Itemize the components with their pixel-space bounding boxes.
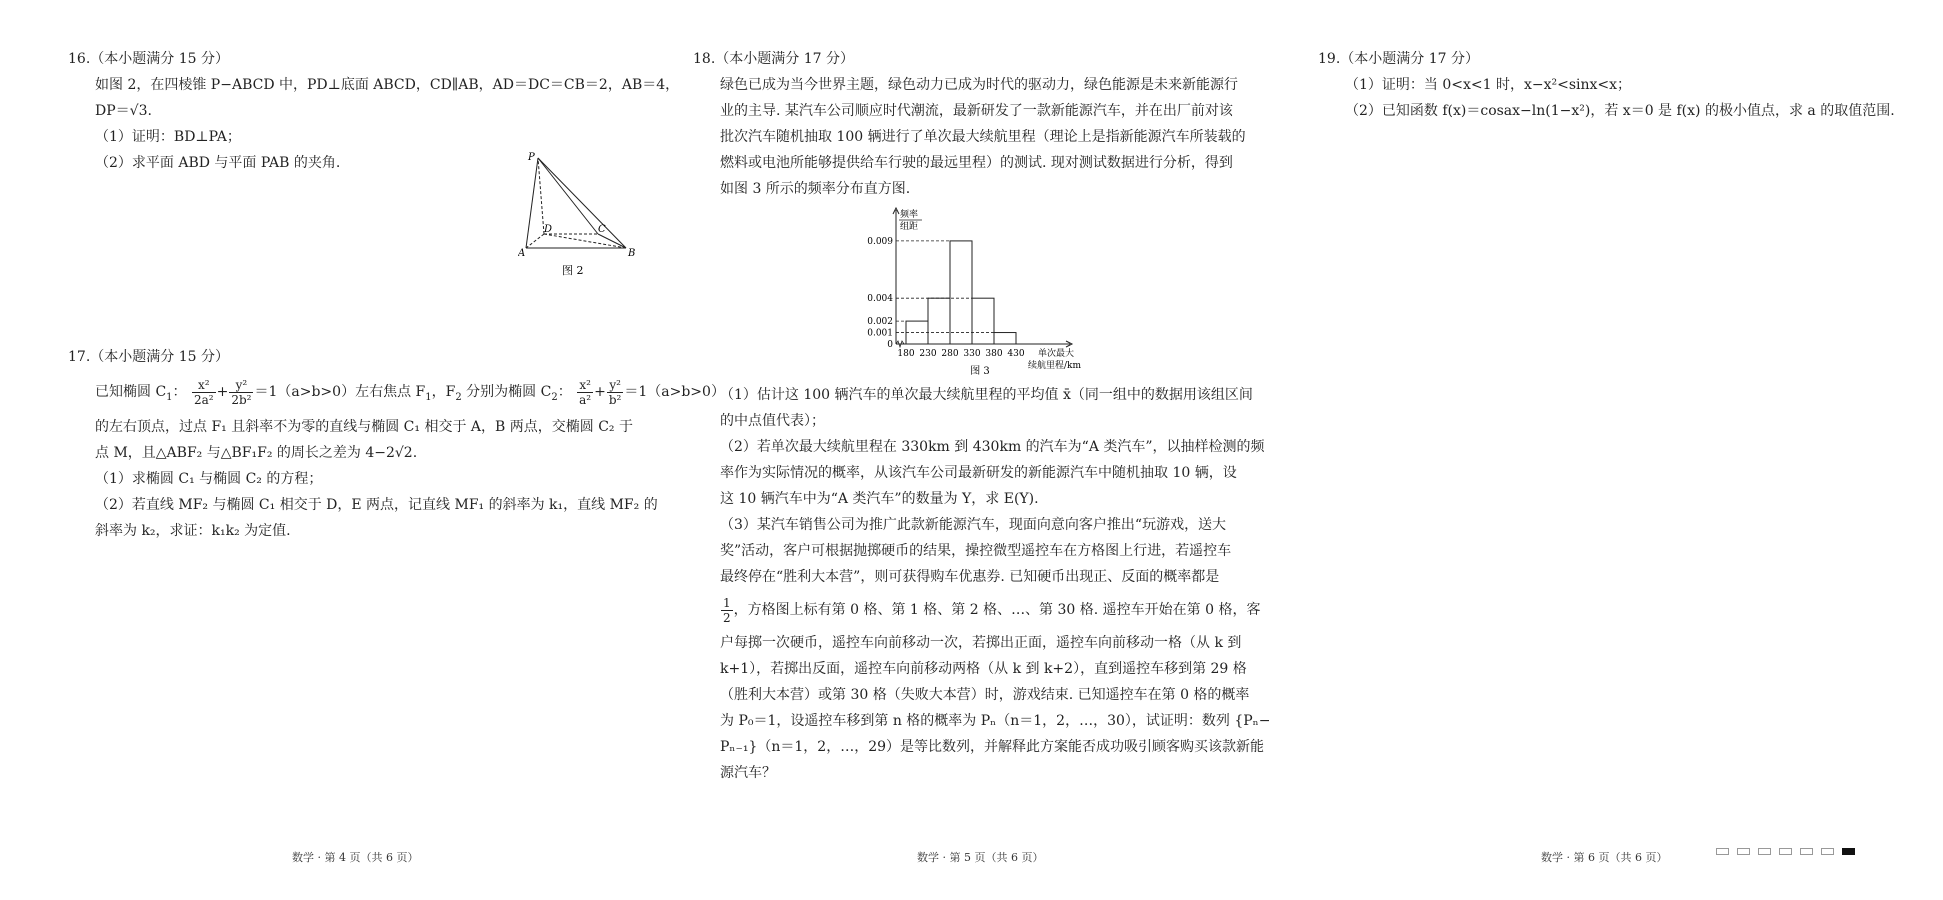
q19-part-2: （2）已知函数 f(x)＝cosax−ln(1−x²)，若 x＝0 是 f(x) 的极小值点，求 a 的取值范围.	[1345, 103, 1895, 119]
q18-part-3j: 源汽车？	[720, 765, 776, 781]
q17-line-6: 斜率为 k₂，求证：k₁k₂ 为定值.	[95, 523, 291, 539]
frac-half: $\frac{1}{2}$	[723, 595, 731, 625]
page-5	[693, 46, 1271, 786]
point-d: D	[544, 224, 553, 235]
question-16	[68, 46, 680, 277]
question-19	[1318, 46, 1895, 124]
frac-y2-b2: $\frac{\text{y²}}{\text{b²}}$	[608, 377, 622, 407]
q18-part-3g: （胜利大本营）或第 30 格（失败大本营）时，游戏结束. 已知遥控车在第 0 格的概率	[720, 687, 1250, 703]
x-label-line-2: 续航里程/km	[1028, 361, 1082, 371]
page-thumb-2[interactable]	[1737, 848, 1750, 855]
q18-part-3i: Pₙ₋₁}（n＝1，2，…，29）是等比数列，并解释此方案能否成功吸引顾客购买该款新能	[720, 739, 1265, 755]
q16-part-1: （1）证明：BD⊥PA；	[95, 129, 241, 145]
q17-line-2: 的左右顶点，过点 F₁ 且斜率不为零的直线与椭圆 C₁ 相交于 A，B 两点，交椭圆 C₂ 于	[95, 419, 633, 435]
point-b: B	[628, 248, 636, 259]
question-17	[68, 344, 725, 544]
q18-part-3d: $\frac{1}{2}$ ，方格图上标有第 0 格、第 1 格、第 2 格、…、第 30 格. 遥控车开始在第 0 格，客	[723, 595, 1261, 625]
page-thumb-4[interactable]	[1779, 848, 1792, 855]
page-4	[68, 46, 725, 539]
x-label-line-1: 单次最大	[1038, 349, 1075, 359]
histogram-bar	[928, 298, 950, 344]
question-18	[693, 46, 1271, 786]
q18-header: 18.（本小题满分 17 分）	[693, 51, 854, 67]
q17-line-1: 已知椭圆 $C_1$： $\frac{\text{x²}}{\text{2a²}}$ + $\frac{\text{y²}}{\text{2b²}}$ ＝1（a>b>0）左右焦点 $F_1$，$F_2$ 分别为椭圆 $C_2$： $\frac{\text{x²}}{\text{a²}}$ + $\frac{\text{y²}}{\text{b²}}$ ＝1（a>b>0）	[95, 377, 725, 407]
frac-x2-a2: $\frac{\text{x²}}{\text{a²}}$	[579, 377, 592, 407]
q18-part-1b: 的中点值代表）；	[720, 413, 825, 429]
y-tick-label: 0.001	[867, 328, 893, 339]
y-tick-label: 0.002	[867, 317, 893, 328]
page-6	[1318, 46, 1895, 124]
page-thumb-5[interactable]	[1800, 848, 1813, 855]
q18-part-3a: （3）某汽车销售公司为推广此款新能源汽车，现面向意向客户推出“玩游戏，送大	[720, 517, 1227, 533]
q18-intro-3: 批次汽车随机抽取 100 辆进行了单次最大续航里程（理论上是指新能源汽车所装载的	[720, 129, 1246, 145]
q19-header: 19.（本小题满分 17 分）	[1318, 51, 1479, 67]
page-thumb-1[interactable]	[1716, 848, 1729, 855]
q19-part-1: （1）证明：当 0<x<1 时，x−x²<sinx<x；	[1345, 77, 1632, 93]
q16-header: 16.（本小题满分 15 分）	[68, 51, 229, 67]
q17-line-3: 点 M，且△ABF₂ 与△BF₁F₂ 的周长之差为 4−2√2.	[95, 445, 418, 461]
y-zero-label: 0	[887, 340, 893, 350]
point-a: A	[518, 248, 526, 259]
q18-part-3c: 最终停在“胜利大本营”，则可获得购车优惠券. 已知硬币出现正、反面的概率都是	[720, 569, 1220, 585]
q16-line-2: DP＝√3.	[95, 103, 152, 119]
x-tick-label: 280	[941, 349, 959, 359]
x-tick-label: 330	[963, 349, 981, 359]
x-tick-label: 430	[1007, 349, 1025, 359]
y-tick-label: 0.004	[867, 294, 893, 305]
q18-intro-2: 业的主导. 某汽车公司顺应时代潮流，最新研发了一款新能源汽车，并在出厂前对该	[720, 103, 1233, 119]
q18-part-2a: （2）若单次最大续航里程在 330km 到 430km 的汽车为“A 类汽车”，以抽样检测的频	[720, 439, 1265, 455]
histogram-bar	[994, 333, 1016, 344]
fig3-caption: 图 3	[970, 366, 990, 377]
y-label-denominator: 组距	[900, 222, 919, 232]
q18-part-3b: 奖”活动，客户可根据抛掷硬币的结果，操控微型遥控车在方格图上行进，若遥控车	[720, 543, 1232, 559]
q16-part-2: （2）求平面 ABD 与平面 PAB 的夹角.	[95, 155, 341, 171]
fig2-caption: 图 2	[562, 264, 584, 277]
page-thumb-7[interactable]	[1842, 848, 1855, 855]
frac-x2-2a2: $\frac{\text{x²}}{\text{2a²}}$	[194, 377, 214, 407]
histogram-bar	[972, 298, 994, 344]
q18-part-3h: 为 P₀＝1，设遥控车移到第 n 格的概率为 Pₙ（n＝1，2，…，30），试证明：数列 {Pₙ−	[720, 713, 1271, 729]
y-tick-label: 0.009	[867, 236, 893, 247]
q17-header: 17.（本小题满分 15 分）	[68, 349, 229, 365]
histogram-chart	[850, 204, 1110, 380]
q17-part-2: （2）若直线 MF₂ 与椭圆 C₁ 相交于 D，E 两点，记直线 MF₁ 的斜率为 k₁，直线 MF₂ 的	[95, 497, 658, 513]
q18-intro-5: 如图 3 所示的频率分布直方图.	[720, 181, 911, 197]
page-thumbnails	[1716, 848, 1855, 855]
q17-part-1: （1）求椭圆 C₁ 与椭圆 C₂ 的方程；	[95, 471, 323, 487]
q18-intro-1: 绿色已成为当今世界主题，绿色动力已成为时代的驱动力，绿色能源是未来新能源行	[720, 77, 1238, 93]
x-tick-label: 180	[897, 349, 915, 359]
page-thumb-6[interactable]	[1821, 848, 1834, 855]
point-p: P	[528, 152, 535, 163]
pyramid-figure	[518, 150, 638, 280]
page-thumb-3[interactable]	[1758, 848, 1771, 855]
frac-y2-2b2: $\frac{\text{y²}}{\text{2b²}}$	[231, 377, 252, 407]
y-label-numerator: 频率	[900, 210, 919, 220]
x-tick-label: 380	[985, 349, 1003, 359]
q18-intro-4: 燃料或电池所能够提供给车行驶的最远里程）的测试. 现对测试数据进行分析，得到	[720, 155, 1233, 171]
point-c: C	[598, 224, 606, 235]
q18-part-1a: （1）估计这 100 辆汽车的单次最大续航里程的平均值 x̄（同一组中的数据用该组区间	[720, 387, 1253, 403]
footer-page-4: 数学 · 第 4 页（共 6 页）	[292, 851, 419, 864]
q18-part-2b: 率作为实际情况的概率，从该汽车公司最新研发的新能源汽车中随机抽取 10 辆，设	[720, 465, 1237, 481]
histogram-wrapper	[720, 202, 1263, 382]
q16-line-1: 如图 2，在四棱锥 P−ABCD 中，PD⊥底面 ABCD，CD∥AB，AD＝DC＝CB＝2，AB＝4，	[95, 77, 680, 93]
q18-part-3f: k+1），若掷出反面，遥控车向前移动两格（从 k 到 k+2），直到遥控车移到第 29 格	[720, 661, 1247, 677]
q18-part-3e: 户每掷一次硬币，遥控车向前移动一次，若掷出正面，遥控车向前移动一格（从 k 到	[720, 635, 1242, 651]
histogram-bar	[950, 241, 972, 344]
q18-part-2c: 这 10 辆汽车中为“A 类汽车”的数量为 Y，求 E(Y).	[720, 491, 1039, 507]
x-tick-label: 230	[919, 349, 937, 359]
footer-page-6: 数学 · 第 6 页（共 6 页）	[1541, 851, 1668, 864]
footer-page-5: 数学 · 第 5 页（共 6 页）	[917, 851, 1044, 864]
